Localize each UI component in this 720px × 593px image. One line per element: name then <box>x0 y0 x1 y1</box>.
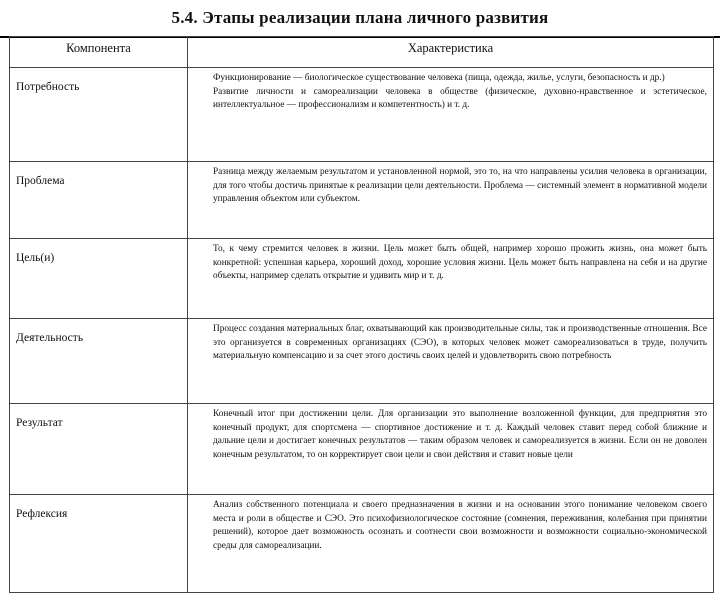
description-text: Процесс создания материальных благ, охватывающий как производительные силы, так и производственные отношения. Все это организуется в современных организациях (СЭО), в которых человек может самореализоваться в труде, получить материальную компенсацию и за счет этого достичь своих целей и удовлетворить свою потребность <box>213 324 707 361</box>
description-text: То, к чему стремится человек в жизни. Цель может быть общей, например хорошо прожить жизнь, она может быть конкретной: успешная карьера, хороший доход, хорошие условия жизни. Цель может быть направлена на себя и на другие объекты, например сделать открытие и удивить мир и т. д. <box>213 244 707 281</box>
description-text: Разница между желаемым результатом и установленной нормой, это то, на что направлены усилия человека в организации, для того чтобы достичь принятые к реализации цели деятельности. Проблема — системный элемент в нормативной модели управления объектом или субъектом. <box>213 167 707 204</box>
table-row <box>10 404 714 495</box>
row-component: Проблема <box>10 162 188 239</box>
table-container <box>9 36 714 593</box>
row-description <box>188 495 714 593</box>
table-row <box>10 319 714 404</box>
description-text: Развитие личности и самореализации человека в обществе (физическое, духовно-нравственное и эстетическое, интеллектуальное — профессионализм и компетентность) и т. д. <box>213 86 707 110</box>
header-characteristic: Характеристика <box>188 37 714 68</box>
row-description <box>188 404 714 495</box>
description-text: Конечный итог при достижении цели. Для организации это выполнение возложенной функции, для предприятия это конечный продукт, для спортсмена — спортивное достижение и т. д. Каждый человек ставит перед собой ближние и дальние цели и достигает конечных результатов — таким образом человек и самореализуется в жизни. Если он не доволен конечным результатом, то он корректирует свои цели и свои действия и ставит новые цели <box>213 409 707 460</box>
row-description <box>188 239 714 319</box>
page-title: 5.4. Этапы реализации плана личного развития <box>171 8 549 27</box>
title-bar <box>0 0 720 38</box>
development-plan-table <box>9 36 714 593</box>
table-row <box>10 239 714 319</box>
header-component: Компонента <box>10 37 188 68</box>
row-description <box>188 68 714 162</box>
table-row <box>10 495 714 593</box>
row-component: Потребность <box>10 68 188 162</box>
row-component: Цель(и) <box>10 239 188 319</box>
row-component: Рефлексия <box>10 495 188 593</box>
row-component: Результат <box>10 404 188 495</box>
table-header-row <box>10 37 714 68</box>
row-description <box>188 319 714 404</box>
table-row <box>10 162 714 239</box>
row-component: Деятельность <box>10 319 188 404</box>
table-row <box>10 68 714 162</box>
description-text: Функционирование — биологическое существование человека (пища, одежда, жилье, услуги, безопасность и др.) <box>213 73 665 83</box>
row-description <box>188 162 714 239</box>
description-text: Анализ собственного потенциала и своего предназначения в жизни и на основании этого понимание человеком своего места и роли в обществе и СЭО. Это психофизиологическое состояние (сомнения, переживания, колебания при принятии решений), которое дает возможность осознать и соотнести свои возможности и возможности социально-экономической среды для самореализации. <box>213 500 707 551</box>
